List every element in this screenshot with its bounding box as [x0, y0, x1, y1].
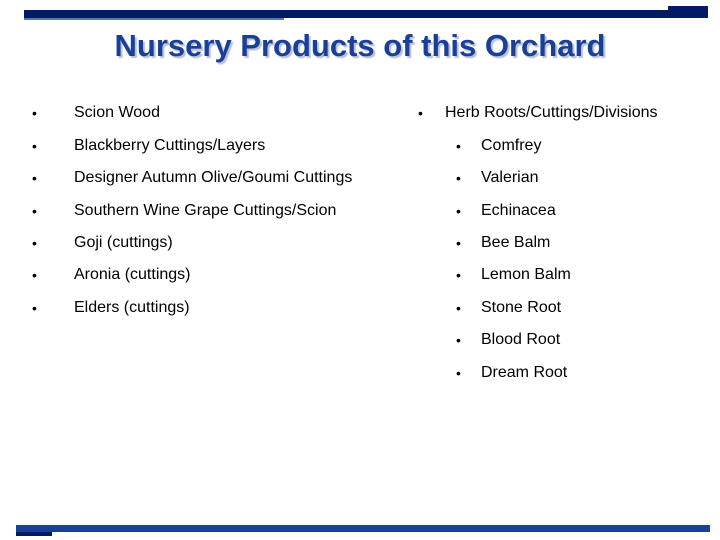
bullet-icon: • — [456, 203, 461, 219]
list-item-label: Comfrey — [481, 137, 542, 154]
bullet-icon: • — [456, 235, 461, 251]
bottom-rule — [16, 525, 710, 532]
list-item-label: Blood Root — [481, 331, 561, 348]
bullet-icon: • — [456, 365, 461, 381]
bullet-icon: • — [456, 138, 461, 154]
list-heading-label: Herb Roots/Cuttings/Divisions — [445, 104, 658, 121]
list-item-label: Valerian — [481, 169, 539, 186]
bullet-icon: • — [32, 267, 37, 283]
bullet-icon: • — [418, 105, 423, 121]
list-item-label: Goji (cuttings) — [74, 234, 173, 251]
list-item-label: Stone Root — [481, 299, 562, 316]
bullet-icon: • — [32, 203, 37, 219]
bullet-icon: • — [456, 332, 461, 348]
bullet-icon: • — [32, 170, 37, 186]
bullet-icon: • — [32, 105, 37, 121]
list-item-label: Lemon Balm — [481, 266, 571, 283]
list-item-label: Designer Autumn Olive/Goumi Cuttings — [74, 169, 353, 186]
bullet-icon: • — [456, 300, 461, 316]
list-item-label: Aronia (cuttings) — [74, 266, 191, 283]
list-item-label: Echinacea — [481, 202, 556, 219]
top-rule-accent — [668, 6, 708, 10]
list-item-label: Scion Wood — [74, 104, 160, 121]
list-item-label: Dream Root — [481, 364, 568, 381]
bullet-icon: • — [456, 170, 461, 186]
list-item-label: Blackberry Cuttings/Layers — [74, 137, 266, 154]
top-rule — [24, 10, 708, 18]
bullet-icon: • — [32, 235, 37, 251]
top-rule-shadow — [24, 18, 284, 20]
bullet-icon: • — [32, 138, 37, 154]
bullet-icon: • — [32, 300, 37, 316]
bottom-rule-accent — [16, 532, 52, 536]
bullet-icon: • — [456, 267, 461, 283]
list-item-label: Southern Wine Grape Cuttings/Scion — [74, 202, 337, 219]
list-item-label: Elders (cuttings) — [74, 299, 190, 316]
list-item-label: Bee Balm — [481, 234, 551, 251]
slide-title: Nursery Products of this Orchard — [114, 28, 606, 63]
